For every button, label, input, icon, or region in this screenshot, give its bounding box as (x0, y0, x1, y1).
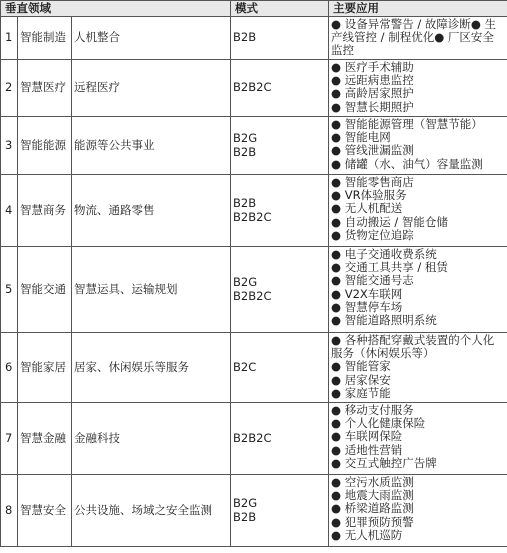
mode-cell (231, 333, 329, 403)
table-row (1, 17, 507, 60)
header-vertical: 垂直领域 (1, 1, 231, 17)
app-item: ● 车联网保险 (331, 429, 403, 444)
mode-value: B2G (233, 496, 258, 511)
app-item: 产线管控 / 制程优化● 厂区安全 (331, 30, 494, 45)
app-item: ● 无人机配送 (331, 201, 403, 216)
app-item: ● 个人化健康保险 (331, 416, 426, 431)
table-row (1, 175, 507, 247)
row-number: 5 (1, 247, 18, 333)
app-item: ● 智能电网 (331, 130, 391, 145)
app-item: ● 地震大雨监测 (331, 488, 414, 503)
apps-cell (329, 403, 507, 475)
domain-cell: 智能家居 (18, 333, 72, 403)
app-item: ● 自动搬运 / 智能仓储 (331, 214, 448, 229)
app-item: ● 智能管家 (331, 359, 391, 374)
mode-value: B2B2C (233, 288, 272, 303)
field-cell: 居家、休闲娱乐等服务 (72, 333, 231, 403)
app-item: ● 远距病患监控 (331, 73, 414, 88)
table-row (1, 475, 507, 547)
header-row (1, 1, 507, 17)
field-cell: 公共设施、场域之安全监测 (72, 475, 231, 547)
mode-value: B2B (233, 509, 257, 524)
mode-cell (231, 475, 329, 547)
mode-value: B2B (233, 30, 257, 45)
apps-cell (329, 175, 507, 247)
table-row (1, 117, 507, 175)
mode-cell (231, 117, 329, 175)
mode-value: B2B (233, 196, 257, 211)
header-apps: 主要应用 (329, 1, 507, 17)
row-number: 6 (1, 333, 18, 403)
field-cell: 能源等公共事业 (72, 117, 231, 175)
app-item: ● 智慧长期照护 (331, 99, 414, 114)
apps-cell (329, 17, 507, 60)
apps-cell (329, 333, 507, 403)
app-item: ● 家庭节能 (331, 385, 391, 400)
mode-cell (231, 17, 329, 60)
table-row (1, 403, 507, 475)
app-item: ● VR体验服务 (331, 188, 407, 203)
app-item: ● 智能能源管理（智慧节能） (331, 117, 483, 131)
mode-cell (231, 60, 329, 117)
app-item: ● 交通工具共享 / 租赁 (331, 260, 448, 275)
row-number: 1 (1, 17, 18, 60)
app-item: ● 智能零售商店 (331, 175, 414, 189)
domain-cell: 智能交通 (18, 247, 72, 333)
apps-cell (329, 117, 507, 175)
app-item: ● 桥梁道路监测 (331, 501, 414, 516)
domain-cell: 智能能源 (18, 117, 72, 175)
row-number: 2 (1, 60, 18, 117)
field-cell: 金融科技 (72, 403, 231, 475)
app-item: ● 医疗手术辅助 (331, 60, 414, 74)
app-item: ● 管线泄漏监测 (331, 143, 414, 158)
table-row (1, 60, 507, 117)
table-row (1, 247, 507, 333)
app-item: ● 智能交通号志 (331, 273, 414, 288)
app-item: ● 居家保安 (331, 372, 391, 387)
row-number: 4 (1, 175, 18, 247)
mode-value: B2G (233, 131, 258, 146)
mode-value: B2B2C (233, 430, 272, 445)
mode-value: B2B2C (233, 209, 272, 224)
app-item: 监控 (331, 43, 355, 58)
domain-cell: 智能制造 (18, 17, 72, 60)
mode-value: B2B (233, 144, 257, 159)
header-mode: 模式 (231, 1, 329, 17)
mode-value: B2G (233, 275, 258, 290)
apps-cell (329, 60, 507, 117)
app-item: ● 无人机巡防 (331, 527, 403, 542)
field-cell: 智慧运具、运输规划 (72, 247, 231, 333)
field-cell: 物流、通路零售 (72, 175, 231, 247)
domain-cell: 智慧安全 (18, 475, 72, 547)
app-item: ● 智慧停车场 (331, 299, 403, 314)
apps-cell (329, 475, 507, 547)
domain-cell: 智慧医疗 (18, 60, 72, 117)
app-item: ● 空污水质监测 (331, 475, 414, 489)
field-cell: 人机整合 (72, 17, 231, 60)
app-item: 服务（休闲娱乐等） (331, 346, 435, 361)
mode-cell (231, 403, 329, 475)
app-item: ● V2X车联网 (331, 286, 403, 301)
app-item: ● 各种搭配穿戴式装置的个人化 (331, 333, 495, 347)
row-number: 8 (1, 475, 18, 547)
domain-cell: 智慧商务 (18, 175, 72, 247)
app-item: ● 智能道路照明系统 (331, 313, 437, 328)
app-item: ● 高龄居家照护 (331, 86, 414, 101)
app-item: ● 交互式触控广告牌 (331, 455, 437, 470)
app-item: ● 货物定位追踪 (331, 227, 414, 242)
mode-value: B2C (233, 359, 257, 374)
app-item: ● 电子交通收费系统 (331, 247, 437, 261)
apps-cell (329, 247, 507, 333)
row-number: 7 (1, 403, 18, 475)
mode-cell (231, 247, 329, 333)
field-cell: 远程医疗 (72, 60, 231, 117)
app-item: ● 适地性营销 (331, 442, 403, 457)
row-number: 3 (1, 117, 18, 175)
app-item: ● 犯罪预防预警 (331, 514, 414, 529)
app-item: ● 储罐（水、油气）容量监测 (331, 156, 483, 171)
mode-value: B2B2C (233, 80, 272, 95)
app-item: ● 移动支付服务 (331, 403, 414, 417)
app-item: ● 设备异常警告 / 故障诊断● 生 (331, 17, 497, 31)
mode-cell (231, 175, 329, 247)
table-row (1, 333, 507, 403)
domain-cell: 智慧金融 (18, 403, 72, 475)
